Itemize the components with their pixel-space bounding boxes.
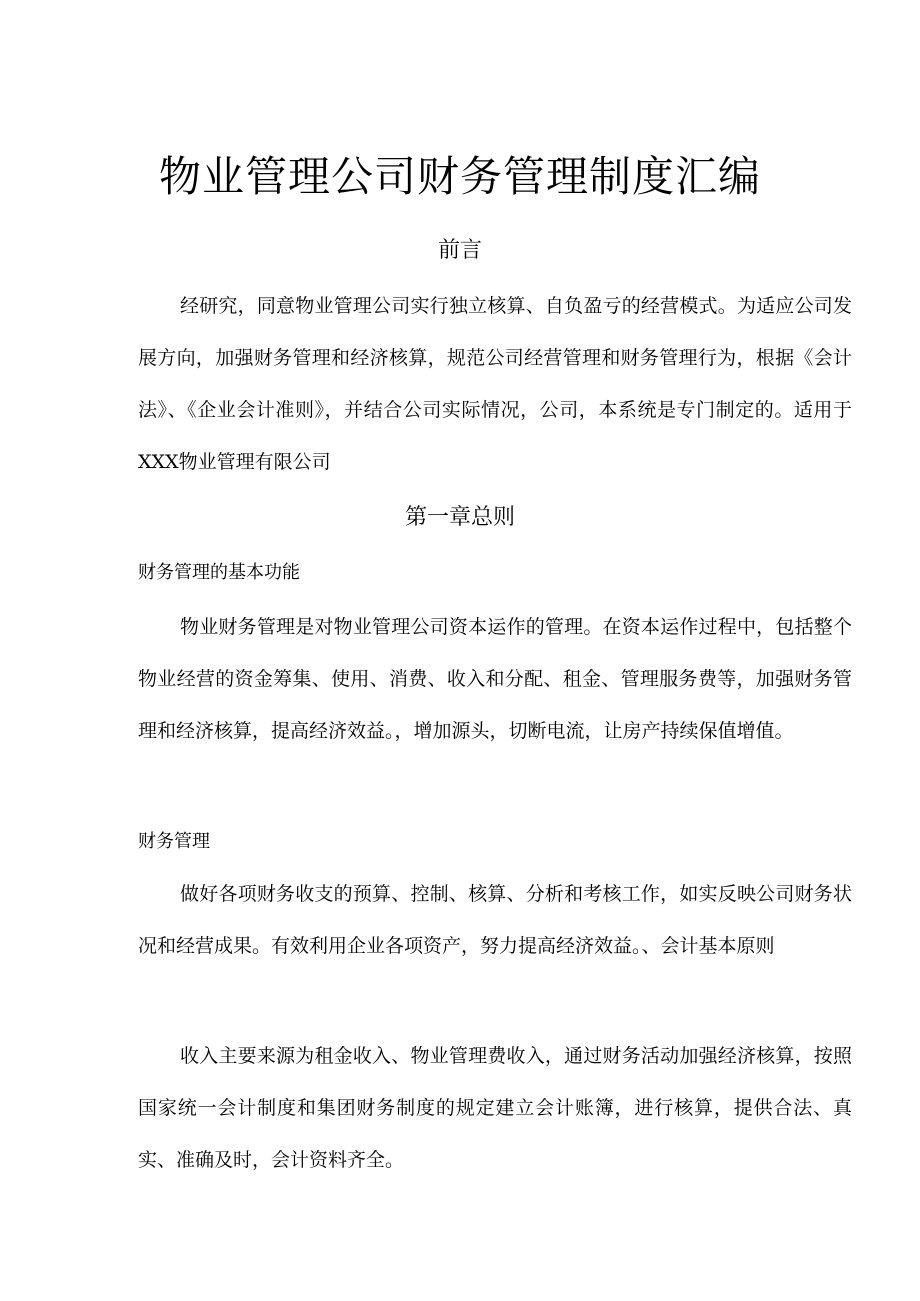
section-paragraph-accounting-principles: 收入主要来源为租金收入、物业管理费收入，通过财务活动加强经济核算，按照国家统一会计制度和集团财务制度的规定建立会计账簿，进行核算，提供合法、真实、准确及时，会计资料齐全。	[138, 1045, 852, 1171]
section-label-financial-management: 财务管理	[138, 831, 210, 852]
section-label-basic-functions: 财务管理的基本功能	[138, 562, 300, 583]
preface-heading: 前言	[437, 238, 482, 263]
document-title: 物业管理公司财务管理制度汇编	[158, 152, 761, 201]
section-paragraph-financial-management: 做好各项财务收支的预算、控制、核算、分析和考核工作，如实反映公司财务状况和经营成果。有效利用企业各项资产，努力提高经济效益。、会计基本原则	[138, 883, 852, 957]
preface-paragraph: 经研究，同意物业管理公司实行独立核算、自负盈亏的经营模式。为适应公司发展方向，加强财务管理和经济核算，规范公司经营管理和财务管理行为，根据《会计法》、《企业会计准则》，并结合公司实际情况，公司，本系统是专门制定的。适用于XXX物业管理有限公司	[138, 295, 852, 473]
section-paragraph-basic-functions: 物业财务管理是对物业管理公司资本运作的管理。在资本运作过程中，包括整个物业经营的资金筹集、使用、消费、收入和分配、租金、管理服务费等，加强财务管理和经济核算，提高经济效益。，增加源头，切断电流，让房产持续保值增值。	[138, 616, 852, 742]
chapter-heading: 第一章总则	[404, 505, 515, 530]
